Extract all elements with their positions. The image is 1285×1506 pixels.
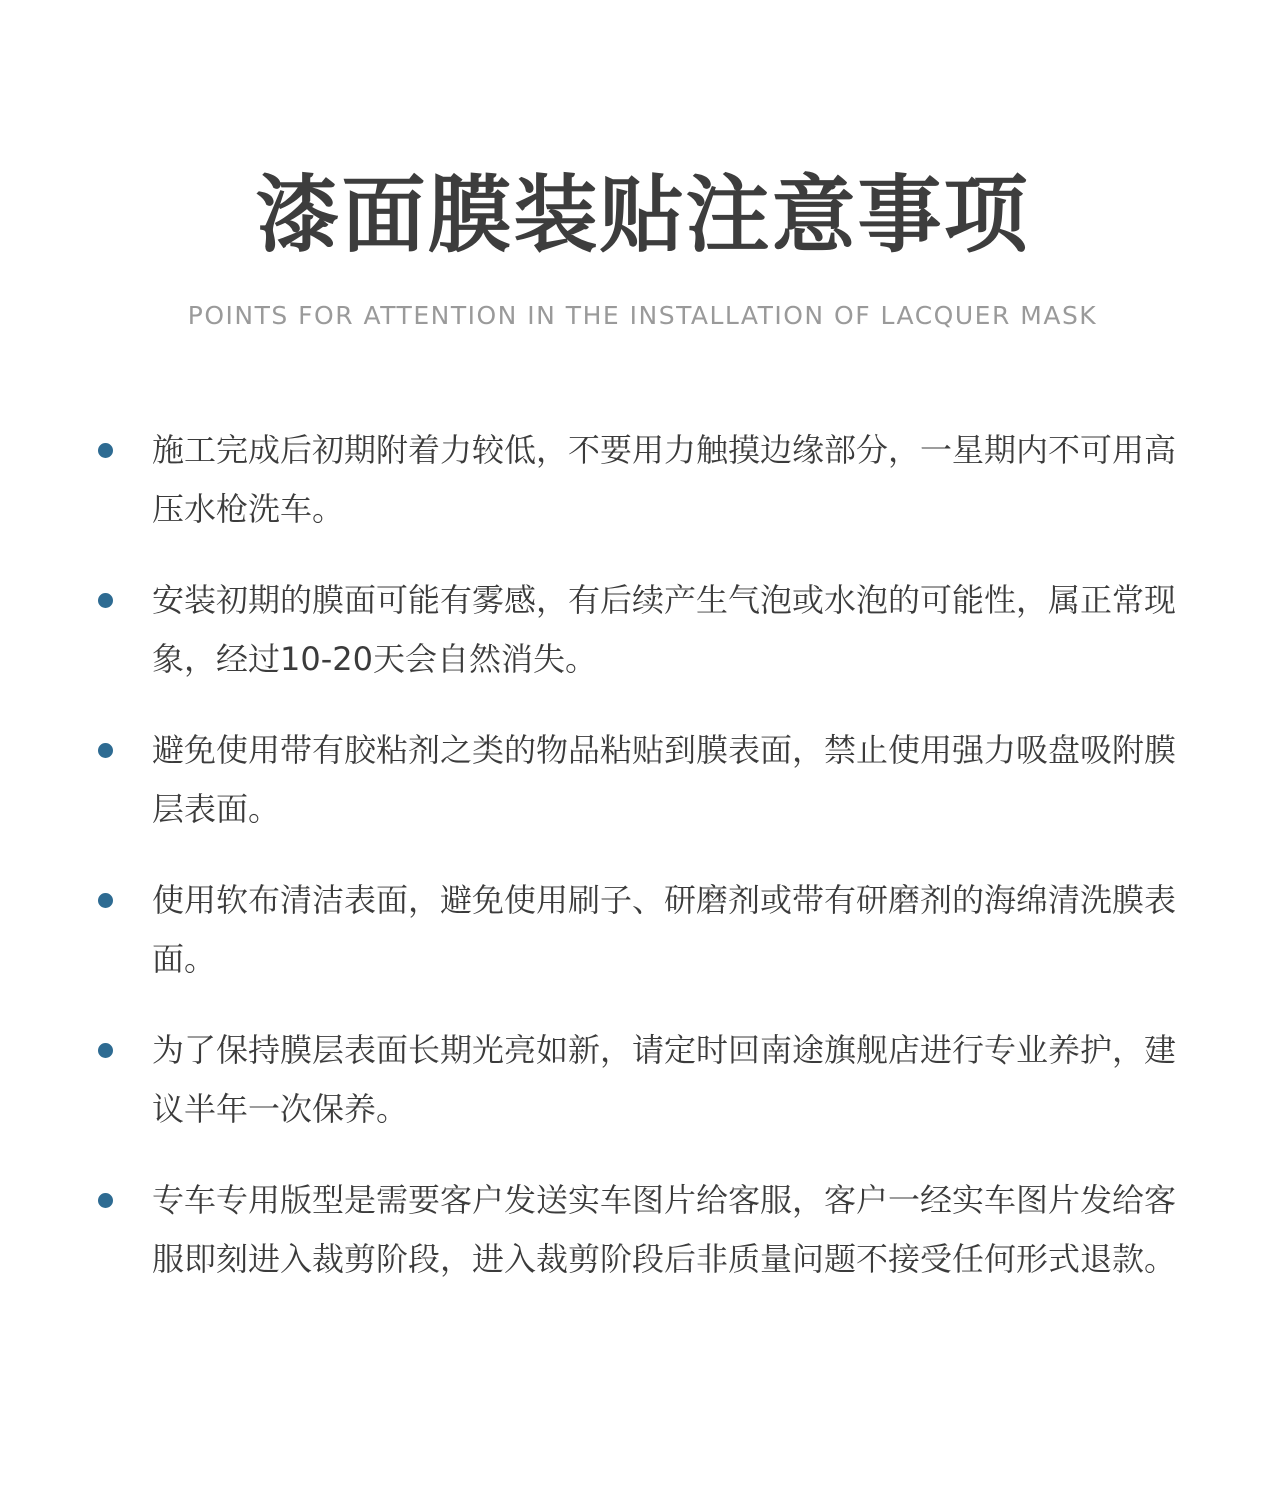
note-item <box>0 571 1285 688</box>
bullet-dot-icon <box>98 743 113 758</box>
bullet-dot-icon <box>98 593 113 608</box>
note-item <box>0 1171 1285 1288</box>
note-item <box>0 871 1285 988</box>
page-subtitle: POINTS FOR ATTENTION IN THE INSTALLATION OF LACQUER MASK <box>187 301 1098 330</box>
note-text: 安装初期的膜面可能有雾感，有后续产生气泡或水泡的可能性，属正常现象，经过10-20天会自然消失。 <box>152 581 1177 678</box>
bullet-dot-icon <box>98 443 113 458</box>
page-title: 漆面膜装贴注意事项 <box>255 166 1030 264</box>
note-text: 为了保持膜层表面长期光亮如新，请定时回南途旗舰店进行专业养护，建议半年一次保养。 <box>152 1031 1177 1128</box>
bullet-dot-icon <box>98 1193 113 1208</box>
bullet-dot-icon <box>98 893 113 908</box>
note-text: 避免使用带有胶粘剂之类的物品粘贴到膜表面，禁止使用强力吸盘吸附膜层表面。 <box>152 731 1177 828</box>
note-text: 施工完成后初期附着力较低，不要用力触摸边缘部分，一星期内不可用高压水枪洗车。 <box>152 431 1177 528</box>
note-item <box>0 1021 1285 1138</box>
note-item <box>0 721 1285 838</box>
note-item <box>0 421 1285 538</box>
note-text: 使用软布清洁表面，避免使用刷子、研磨剂或带有研磨剂的海绵清洗膜表面。 <box>152 881 1177 978</box>
note-text: 专车专用版型是需要客户发送实车图片给客服，客户一经实车图片发给客服即刻进入裁剪阶段，进入裁剪阶段后非质量问题不接受任何形式退款。 <box>152 1181 1177 1278</box>
notes-list <box>0 421 1285 1321</box>
bullet-dot-icon <box>98 1043 113 1058</box>
